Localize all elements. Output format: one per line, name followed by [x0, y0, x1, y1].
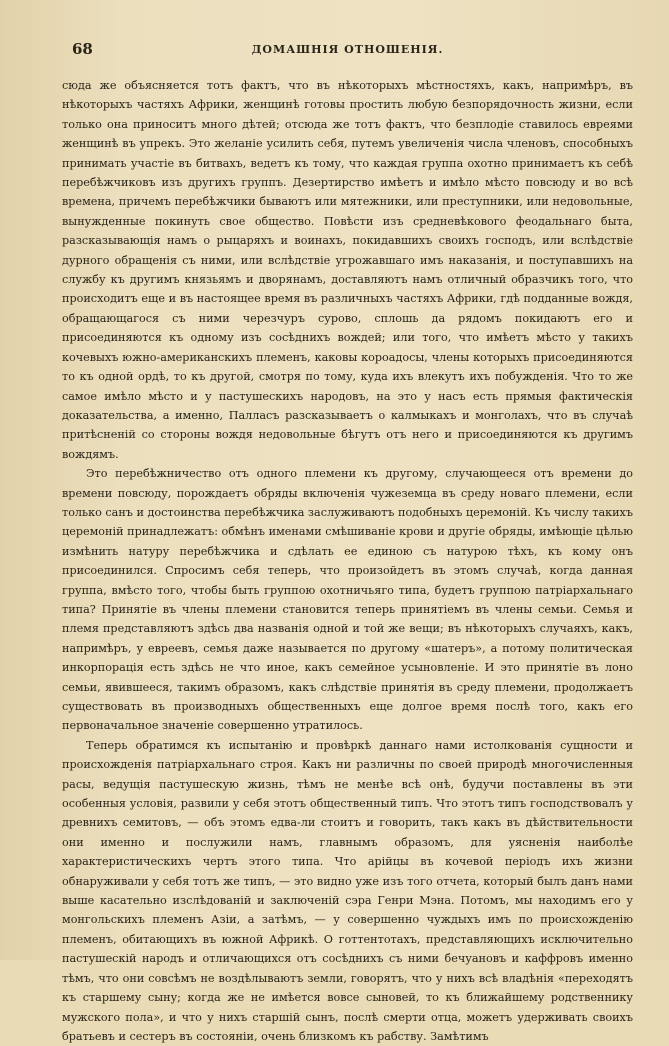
body-text — [62, 76, 633, 1046]
paragraph: Теперь обратимся къ испытанію и провѣркѣ даннаго нами истолкованія сущности и происхожденія патріархальнаго строя. Какъ ни различны по своей природѣ многочисленныя расы, ведущія пастушескую жизнь, тѣмъ не менѣе всѣ онѣ, будучи поставлены въ эти особенныя условія, развили у себя этотъ общественный типъ. Что этотъ типъ господствовалъ у древнихъ семитовъ, — объ этомъ едва-ли стоитъ и говорить, такъ какъ въ дѣйствительности они именно и послужили намъ, главнымъ образомъ, для уясненія наиболѣе характеристическихъ чертъ этого типа. Что арійцы въ кочевой періодъ ихъ жизни обнаруживали у себя тотъ же типъ, — это видно уже изъ того отчета, который былъ данъ нами выше касательно изслѣдованій и заключеній сэра Генри Мэна. Потомъ, мы находимъ его у монгольскихъ племенъ Азіи, а затѣмъ, — у совершенно чуждыхъ имъ по происхожденію племенъ, обитающихъ въ южной Африкѣ. О готтентотахъ, представляющихъ исключительно пастушескій народъ и отличающихся отъ сосѣднихъ съ ними бечуановъ и каффровъ именно тѣмъ, что они совсѣмъ не воздѣлываютъ земли, говорятъ, что у нихъ всѣ владѣнія «переходятъ къ старшему сыну; когда же не имѣется вовсе сыновей, то къ ближайшему родственнику мужского пола», и что у нихъ старшій сынъ, послѣ смерти отца, можетъ удерживать своихъ братьевъ и сестеръ въ состояніи, очень близкомъ къ рабству. Замѣтимъ — [62, 738, 633, 1043]
page-header — [62, 40, 633, 62]
running-title: ДОМАШНІЯ ОТНОШЕНІЯ. — [251, 43, 444, 56]
paragraph: сюда же объясняется тотъ фактъ, что въ нѣкоторыхъ мѣстностяхъ, какъ, напримѣръ, въ нѣкоторыхъ частяхъ Африки, женщинѣ готовы простить любую безпорядочность жизни, если только она приноситъ много дѣтей; отсюда же тотъ фактъ, что безплодіе ставилось евреями женщинѣ въ упрекъ. Это желаніе усилить себя, путемъ увеличенія числа членовъ, способныхъ принимать участіе въ битвахъ, ведетъ къ тому, что каждая группа охотно принимаетъ къ себѣ перебѣжчиковъ изъ другихъ группъ. Дезертирство имѣетъ и имѣло мѣсто повсюду и во всѣ времена, причемъ перебѣжчики бываютъ или мятежники, или преступники, или недовольные, вынужденные покинуть свое общество. Повѣсти изъ средневѣкового феодальнаго быта, разсказывающія намъ о рыцаряхъ и воинахъ, покидавшихъ своихъ господъ, или вслѣдствіе дурного обращенія съ ними, или вслѣдствіе угрожавшаго имъ наказанія, и поступавшихъ на службу къ другимъ князьямъ и дворянамъ, доставляютъ намъ отличный образчикъ того, что происходитъ еще и въ настоящее время въ различныхъ частяхъ Африки, гдѣ подданные вождя, обращающагося съ ними черезчуръ сурово, сплошь да рядомъ покидаютъ его и присоединяются къ одному изъ сосѣднихъ вождей; или того, что имѣетъ мѣсто у такихъ кочевыхъ южно-американскихъ племенъ, каковы короадосы, члены которыхъ присоединяются то къ одной ордѣ, то къ другой, смотря по тому, куда ихъ влекутъ ихъ побужденія. Что то же самое имѣло мѣсто и у пастушескихъ народовъ, на это у насъ есть прямыя фактическія доказательства, а именно, Палласъ разсказываетъ о калмыкахъ и монголахъ, что въ случаѣ притѣсненій со стороны вождя недовольные бѣгутъ отъ него и присоединяются къ другимъ вождямъ. — [62, 79, 633, 461]
paragraph: Это перебѣжничество отъ одного племени къ другому, случающееся отъ времени до времени повсюду, порождаетъ обряды включенія чужеземца въ среду новаго племени, если только санъ и достоинства перебѣжчика заслуживаютъ подобныхъ церемоній. Къ числу такихъ церемоній принадлежатъ: обмѣнъ именами смѣшиваніе крови и другіе обряды, имѣющіе цѣлью измѣнить натуру перебѣжчика и сдѣлать ее единою съ натурою тѣхъ, къ кому онъ присоединился. Спросимъ себя теперь, что произойдетъ въ этомъ случаѣ, когда данная группа, вмѣсто того, чтобы быть группою охотничьяго типа, будетъ группою патріархальнаго типа? Принятіе въ члены племени становится теперь принятіемъ въ члены семьи. Семья и племя представляютъ здѣсь два названія одной и той же вещи; въ нѣкоторыхъ случаяхъ, какъ, напримѣръ, у евреевъ, семья даже называется по другому «шатеръ», а потому политическая инкорпорація есть здѣсь не что иное, какъ семейное усыновленіе. И это принятіе въ лоно семьи, явившееся, такимъ образомъ, какъ слѣдствіе принятія въ среду племени, продолжаетъ существовать въ производныхъ общественныхъ еще долгое время послѣ того, какъ его первоначальное значеніе совершенно утратилось. — [62, 467, 633, 733]
page-number: 68 — [72, 40, 93, 58]
